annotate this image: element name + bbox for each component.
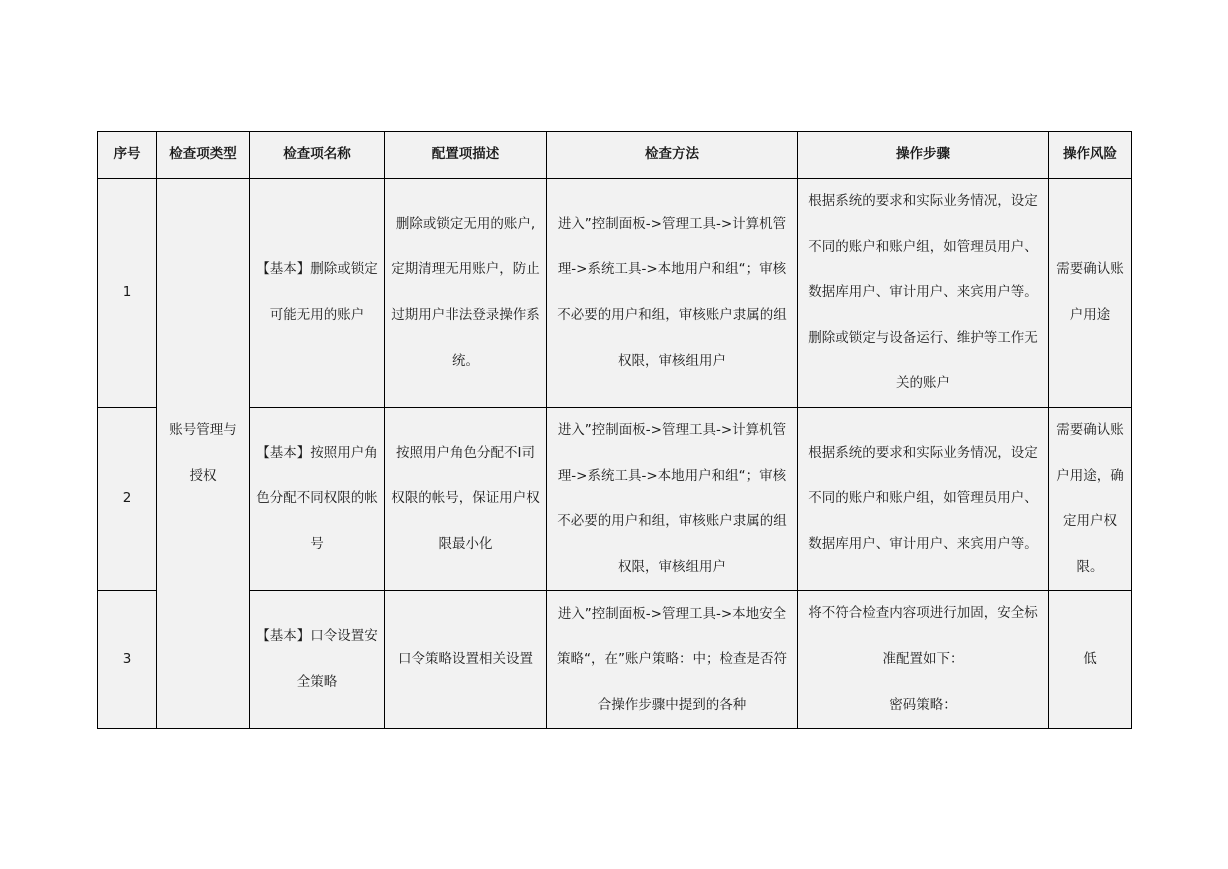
operation-risk: 需要确认账户用途，确定用户权限。 [1049,408,1132,591]
table-row [98,591,1132,729]
row-number: 1 [98,179,157,408]
check-item-name: 【基本】口令设置安全策略 [250,591,385,729]
row-number: 2 [98,408,157,591]
check-method-cell [547,591,798,729]
table-row [98,408,1132,591]
config-description: 删除或锁定无用的账户,定期清理无用账户，防止过期用户非法登录操作系统。 [385,179,547,408]
operation-steps: 根据系统的要求和实际业务情况，设定不同的账户和账户组，如管理员用户、数据库用户、审计用户、来宾用户等。 [798,408,1049,591]
check-method: 进入”控制面板->管理工具->计算机管理->系统工具->本地用户和组“；审核不必要的用户和组，审核账户隶属的组权限，审核组用户 [547,408,798,591]
operation-steps-cell [798,591,1049,729]
operation-steps-line: 密码策略： [889,696,957,713]
header-desc: 配置项描述 [385,132,547,179]
header-method: 检查方法 [547,132,798,179]
header-steps: 操作步骤 [798,132,1049,179]
check-method: 进入”控制面板->管理工具->计算机管理->系统工具->本地用户和组“；审核不必要的用户和组，审核账户隶属的组权限，审核组用户 [547,179,798,408]
check-item-name: 【基本】删除或锁定可能无用的账户 [250,179,385,408]
check-item-name: 【基本】按照用户角色分配不同权限的帐号 [250,408,385,591]
security-check-table [97,131,1132,729]
header-no: 序号 [98,132,157,179]
check-method: 进入”控制面板->管理工具->本地安全策略“，在”账户策略：中；检查是否符合操作步骤中提到的各种 [557,605,787,713]
config-description: 口令策略设置相关设置 [385,591,547,729]
operation-risk: 低 [1049,591,1132,729]
config-description: 按照用户角色分配不I司权限的帐号，保证用户权限最小化 [385,408,547,591]
header-type: 检查项类型 [157,132,250,179]
category-cell: 账号管理与授权 [157,179,250,729]
operation-steps: 根据系统的要求和实际业务情况，设定不同的账户和账户组，如管理员用户、数据库用户、审计用户、来宾用户等。删除或锁定与设备运行、维护等工作无关的账户 [798,179,1049,408]
operation-risk: 需要确认账户用途 [1049,179,1132,408]
operation-steps-line: 将不符合检查内容项进行加固，安全标准配置如下： [808,605,1038,667]
table-row [98,179,1132,408]
header-name: 检查项名称 [250,132,385,179]
row-number: 3 [98,591,157,729]
header-risk: 操作风险 [1049,132,1132,179]
table-header-row [98,132,1132,179]
